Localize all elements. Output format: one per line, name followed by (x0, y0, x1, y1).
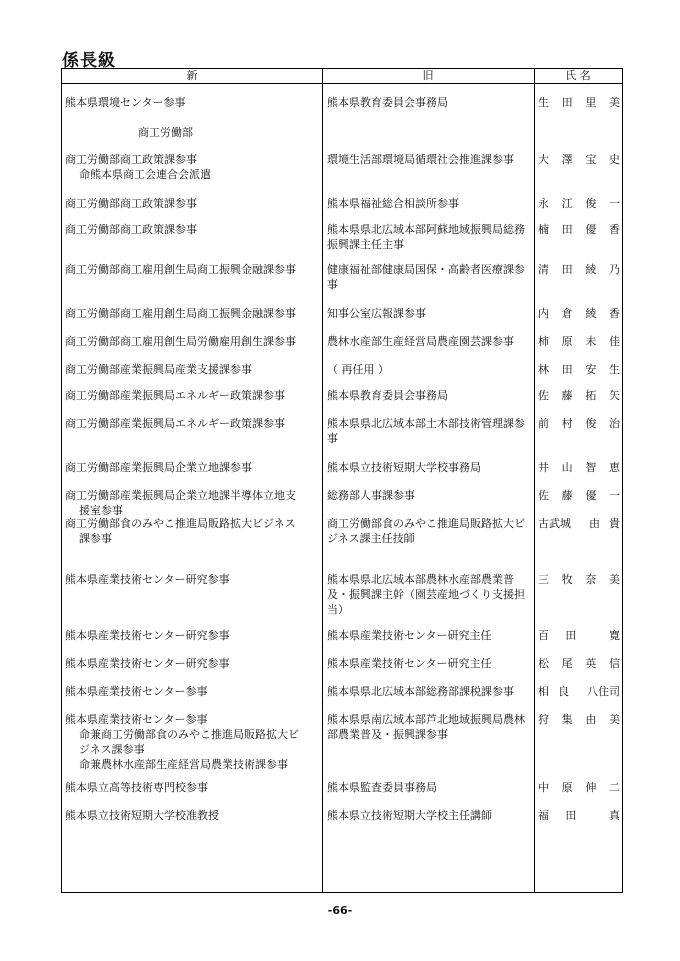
new-position: 熊本県産業技術センター参事 (65, 685, 208, 698)
person-name: 清 田 綾 乃 (538, 263, 620, 276)
person-name: 内 倉 綾 香 (538, 307, 620, 320)
person-name: 三 牧 奈 美 (538, 573, 620, 586)
person-name: 井 山 智 恵 (538, 461, 620, 474)
header-old: 旧 (422, 69, 434, 82)
person-name: 佐 藤 拓 矢 (538, 389, 620, 402)
old-position: 熊本県県北広域本部総務部課税課参事 (327, 685, 514, 698)
table-header (62, 69, 622, 84)
new-position: 商工労働部産業振興局企業立地課半導体立地支 援室参事 (65, 489, 296, 517)
old-position: 健康福祉部健康局国保・高齢者医療課参事 (327, 263, 525, 291)
old-position: 総務部人事課参事 (327, 489, 415, 502)
column-divider (534, 69, 535, 892)
person-name: 林 田 安 生 (538, 363, 620, 376)
new-position: 商工労働部商工雇用創生局商工振興金融課参事 (65, 307, 296, 320)
person-name: 百 田 寛 (538, 629, 620, 642)
new-position: 熊本県産業技術センター研究参事 (65, 573, 230, 586)
person-name: 福 田 真 (538, 809, 620, 822)
new-position: 熊本県立高等技術専門校参事 (65, 781, 208, 794)
person-name: 楠 田 優 香 (538, 223, 620, 236)
new-position: 商工労働部商工雇用創生局労働雇用創生課参事 (65, 335, 296, 348)
old-position: 熊本県県北広域本部阿蘇地域振興局総務振興課主任主事 (327, 223, 525, 251)
header-new: 新 (186, 69, 198, 82)
person-name: 古武城 由 貴 (538, 517, 620, 530)
person-name: 相 良 八住司 (538, 685, 620, 698)
header-name: 氏 名 (565, 69, 591, 82)
person-name: 前 村 俊 治 (538, 417, 620, 430)
new-position: 商工労働部商工政策課参事 (65, 197, 197, 210)
new-position: 熊本県立技術短期大学校准教授 (65, 809, 219, 822)
new-position: 商工労働部産業振興局産業支援課参事 (65, 363, 252, 376)
new-position: 商工労働部産業振興局エネルギー政策課参事 (65, 389, 285, 402)
new-position: 商工労働部産業振興局企業立地課参事 (65, 461, 252, 474)
person-name: 松 尾 英 信 (538, 657, 620, 670)
old-position: （ 再任用 ） (327, 363, 389, 376)
old-position: 熊本県教育委員会事務局 (327, 389, 448, 402)
old-position: 熊本県県北広域本部農林水産部農業普及・振興課主幹（園芸産地づくり支援担当） (327, 573, 525, 616)
old-position: 環境生活部環境局循環社会推進課参事 (327, 153, 514, 166)
old-position: 知事公室広報課参事 (327, 307, 426, 320)
old-position: 熊本県立技術短期大学校主任講師 (327, 809, 492, 822)
person-name: 生 田 里 美 (538, 96, 620, 109)
new-position: 商工労働部産業振興局エネルギー政策課参事 (65, 417, 285, 430)
person-name: 大 澤 宝 史 (538, 153, 620, 166)
section-label: 商工労働部 (138, 126, 193, 139)
new-position: 熊本県産業技術センター研究参事 (65, 657, 230, 670)
old-position: 熊本県福祉総合相談所参事 (327, 197, 459, 210)
personnel-table (61, 68, 623, 893)
person-name: 狩 集 由 美 (538, 713, 620, 726)
old-position: 農林水産部生産経営局農産園芸課参事 (327, 335, 514, 348)
column-divider (322, 69, 323, 892)
person-name: 佐 藤 優 一 (538, 489, 620, 502)
new-position: 商工労働部商工政策課参事 命熊本県商工会連合会派遣 (65, 153, 211, 181)
old-position: 熊本県産業技術センター研究主任 (327, 629, 492, 642)
old-position: 熊本県監査委員事務局 (327, 781, 437, 794)
new-position: 商工労働部商工雇用創生局商工振興金融課参事 (65, 263, 296, 276)
person-name: 柿 原 未 佳 (538, 335, 620, 348)
old-position: 熊本県県北広域本部土木部技術管理課参事 (327, 417, 525, 445)
new-position: 熊本県産業技術センター研究参事 (65, 629, 230, 642)
new-position: 商工労働部商工政策課参事 (65, 223, 197, 236)
old-position: 熊本県県南広域本部芦北地域振興局農林部農業普及・振興課参事 (327, 713, 525, 741)
new-position: 熊本県環境センター参事 (65, 96, 186, 109)
new-position: 商工労働部食のみやこ推進局販路拡大ビジネス 課参事 (65, 517, 296, 545)
person-name: 中 原 伸 二 (538, 781, 620, 794)
page-title: 係長級 (62, 51, 116, 71)
person-name: 永 江 俊 一 (538, 197, 620, 210)
old-position: 商工労働部食のみやこ推進局販路拡大ビジネス課主任技師 (327, 517, 525, 545)
new-position: 熊本県産業技術センター参事 命兼商工労働部食のみやこ推進局販路拡大ビ ジネス課参事 命兼農林水産部生産経営局農業技術課参事 (65, 713, 299, 771)
page-number: -66- (327, 904, 353, 917)
old-position: 熊本県教育委員会事務局 (327, 96, 448, 109)
old-position: 熊本県産業技術センター研究主任 (327, 657, 492, 670)
old-position: 熊本県立技術短期大学校事務局 (327, 461, 481, 474)
